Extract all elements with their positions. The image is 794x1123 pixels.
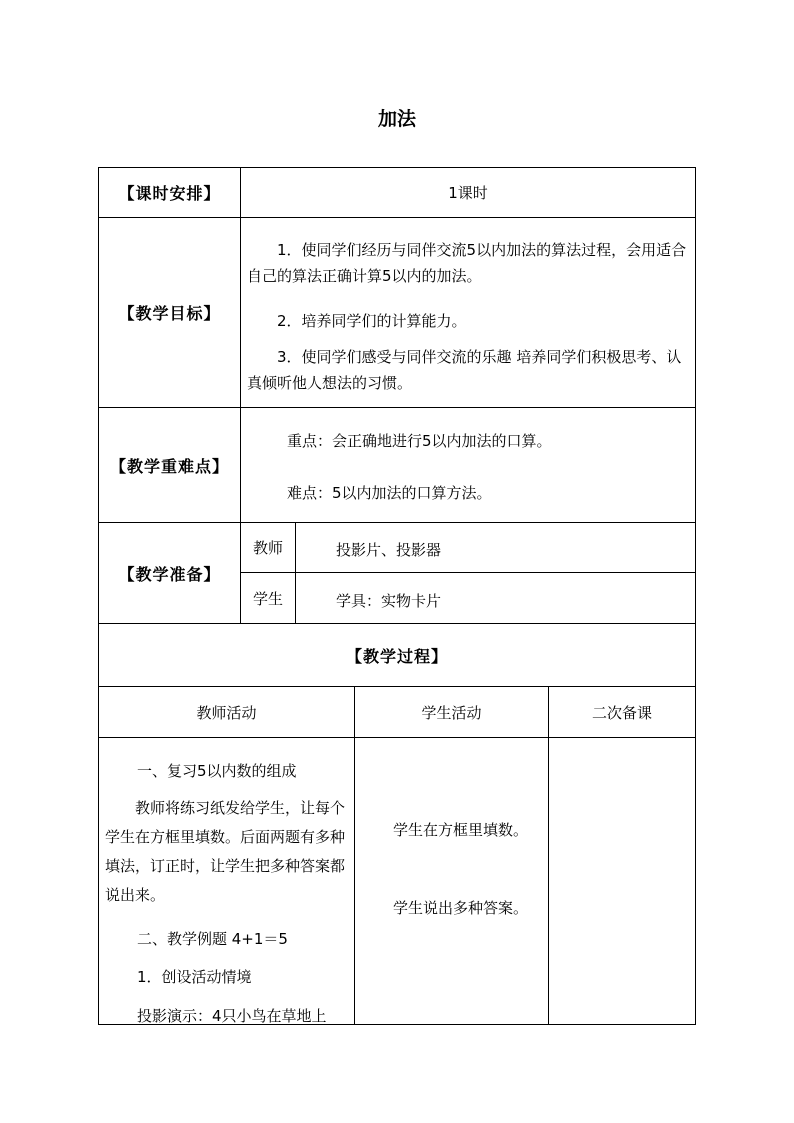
teacher-activity-cell	[98, 737, 355, 1025]
student-activity-cell	[354, 737, 549, 1025]
second-prep-cell	[548, 737, 696, 1025]
key-points-label-cell	[98, 407, 241, 523]
teacher-prep-value-cell	[295, 522, 696, 573]
student-line: 学生说出多种答案。	[393, 899, 529, 917]
key-point-text: 重点：会正确地进行5以内加法的口算。	[287, 432, 552, 450]
column-header-student: 学生活动	[421, 703, 482, 722]
step-heading: 1．创设活动情境	[137, 968, 252, 986]
student-prep-label-cell	[240, 572, 296, 624]
process-heading: 【教学过程】	[345, 646, 448, 666]
student-line: 学生在方框里填数。	[393, 821, 529, 839]
schedule-value: 1课时	[448, 184, 488, 202]
preparation-label-cell	[98, 522, 241, 624]
key-points-label: 【教学重难点】	[109, 456, 229, 476]
schedule-label: 【课时安排】	[118, 184, 221, 203]
student-prep-value: 学具：实物卡片	[336, 592, 442, 610]
preparation-label: 【教学准备】	[118, 564, 221, 584]
teacher-paragraph: 教师将练习纸发给学生，让每个学生在方框里填数。后面两题有多种填法，订正时，让学生把多种答案都说出来。	[105, 799, 346, 904]
page-title: 加法	[377, 108, 416, 130]
column-header	[98, 686, 355, 738]
teacher-prep-value: 投影片、投影器	[336, 541, 442, 559]
objective-item: 3．使同学们感受与同伴交流的乐趣 培养同学们积极思考、认真倾听他人想法的习惯。	[247, 348, 682, 392]
column-header	[354, 686, 549, 738]
key-points-content-cell	[240, 407, 696, 523]
objectives-content-cell	[240, 217, 696, 408]
teacher-prep-label-cell	[240, 522, 296, 573]
process-heading-cell	[98, 623, 696, 687]
column-header	[548, 686, 696, 738]
objectives-label: 【教学目标】	[118, 304, 221, 323]
teacher-line: 投影演示：4只小鸟在草地上	[137, 1007, 327, 1025]
schedule-label-cell	[98, 167, 241, 218]
section-heading: 二、教学例题 4+1＝5	[137, 930, 288, 948]
objective-item: 1．使同学们经历与同伴交流5以内加法的算法过程，会用适合自己的算法正确计算5以内的加法。	[247, 241, 687, 285]
student-prep-label: 学生	[252, 589, 283, 608]
teacher-prep-label: 教师	[252, 539, 283, 557]
column-header-teacher: 教师活动	[196, 703, 257, 722]
student-prep-value-cell	[295, 572, 696, 624]
column-header-second-prep: 二次备课	[591, 703, 652, 722]
objective-item: 2．培养同学们的计算能力。	[277, 312, 467, 330]
objectives-label-cell	[98, 217, 241, 408]
schedule-value-cell	[240, 167, 696, 218]
difficult-point-text: 难点：5以内加法的口算方法。	[287, 484, 492, 502]
section-heading: 一、复习5以内数的组成	[137, 762, 297, 780]
